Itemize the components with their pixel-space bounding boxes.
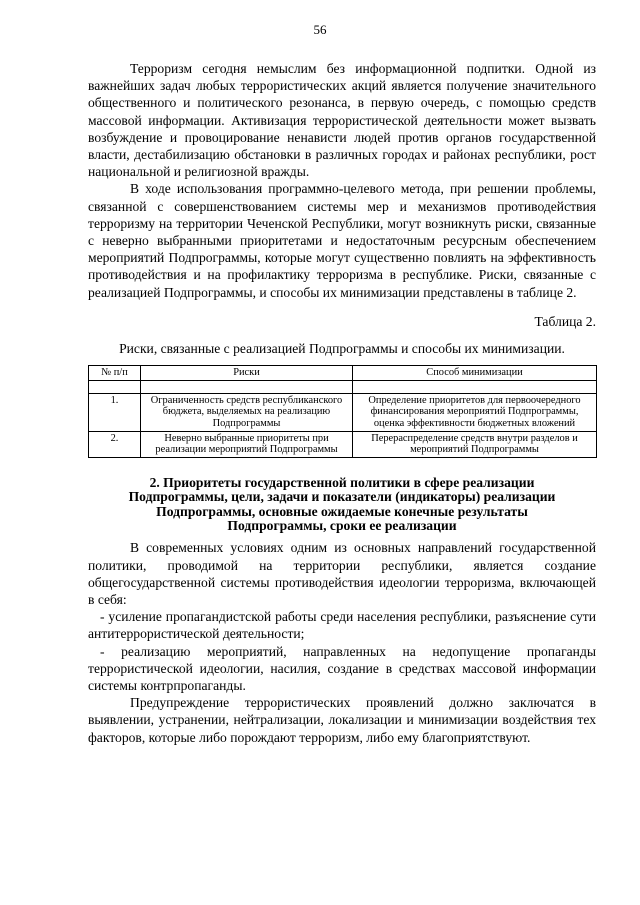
list-item-counter-propaganda: - реализацию мероприятий, направленных на недопущение пропаганды террористической идеологии, насилия, создание в средствах массовой информации системы контрпропаганды. — [88, 643, 596, 694]
header-num: № п/п — [89, 366, 141, 381]
document-body — [88, 60, 596, 746]
risks-table — [88, 365, 597, 458]
table-row — [89, 431, 597, 457]
spacer-cell — [89, 380, 141, 393]
row-risk: Ограниченность средств республиканского бюджета, выделяемых на реализацию Подпрограммы — [141, 393, 353, 431]
row-num: 1. — [89, 393, 141, 431]
header-mitigation: Способ минимизации — [353, 366, 597, 381]
table-row — [89, 393, 597, 431]
list-item-propaganda: - усиление пропагандистской работы среди населения республики, разъяснение сути антитеррористической деятельности; — [88, 609, 596, 642]
row-mitigation: Определение приоритетов для первоочередного финансирования мероприятий Подпрограммы, оценка эффективности бюджетных вложений — [353, 393, 597, 431]
section-heading-line: Подпрограммы, цели, задачи и показатели (индикаторы) реализации — [128, 489, 556, 505]
row-mitigation: Перераспределение средств внутри разделов и мероприятий Подпрограммы — [353, 431, 597, 457]
section-heading-line: 2. Приоритеты государственной политики в сфере реализации — [149, 474, 535, 490]
row-num: 2. — [89, 431, 141, 457]
header-risks: Риски — [141, 366, 353, 381]
paragraph-terrorism-info: Терроризм сегодня немыслим без информационной подпитки. Одной из важнейших задач любых террористических акций является получение значительного общественного и политического резонанса, в первую очередь, с помощью средств массовой информации. Активизация террористической деятельности может вызвать возбуждение и провоцирование ненависти людей против органов государственной власти, дестабилизацию обстановки в различных городах и районах республики, рост национальной и религиозной вражды. — [88, 61, 596, 180]
table-spacer-row — [89, 380, 597, 393]
row-risk: Неверно выбранные приоритеты при реализации мероприятий Подпрограммы — [141, 431, 353, 457]
table-title: Риски, связанные с реализацией Подпрограммы и способы их минимизации. — [119, 341, 565, 357]
section-heading — [88, 476, 596, 534]
section-heading-line: Подпрограммы, сроки ее реализации — [227, 518, 457, 534]
spacer-cell — [353, 380, 597, 393]
paragraph-prevention: Предупреждение террористических проявлений должно заключатся в выявлении, устранении, нейтрализации, локализации и минимизации воздействия тех факторов, которые либо порождают терроризм, либо ему благоприятствуют. — [88, 695, 596, 745]
paragraph-program-risks: В ходе использования программно-целевого метода, при решении проблемы, связанной с совершенствованием системы мер и механизмов противодействия терроризму на территории Чеченской Республики, могут возникнуть риски, связанные с неверно выбранными приоритетами и недостаточным ресурсным обеспечением мероприятий Подпрограммы, которые могут существенно повлиять на эффективность противодействия и на профилактику терроризма в республике. Риски, связанные с реализацией Подпрограммы, и способы их минимизации представлены в таблице 2. — [88, 181, 596, 300]
page-number: 56 — [313, 22, 327, 37]
section-heading-line: Подпрограммы, основные ожидаемые конечные результаты — [156, 503, 528, 519]
table-header-row — [89, 366, 597, 381]
paragraph-section-intro: В современных условиях одним из основных направлений государственной политики, проводимой на территории республики, является создание общегосударственной системы противодействия идеологии терроризма, включающей в себя: — [88, 540, 596, 608]
spacer-cell — [141, 380, 353, 393]
table-label: Таблица 2. — [534, 313, 596, 329]
